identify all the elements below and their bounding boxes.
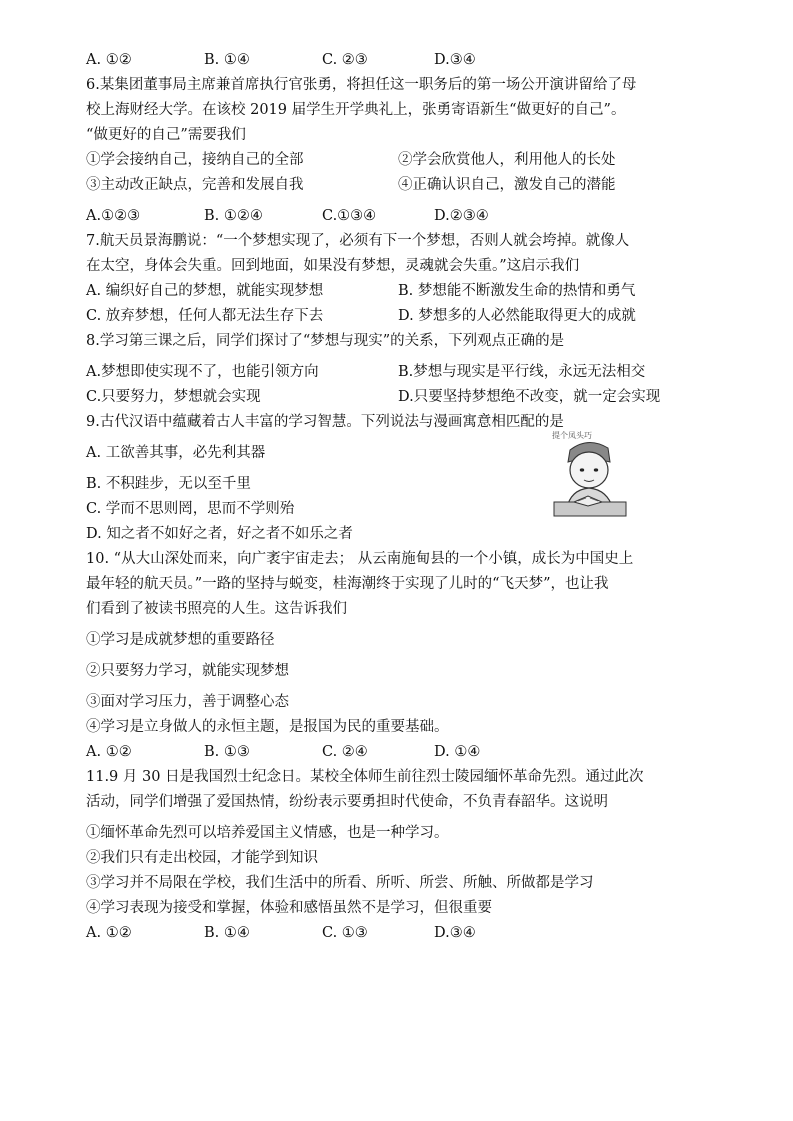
q11-option-d[interactable]: D.③④ [434, 925, 476, 941]
q6-option-d[interactable]: D.②③④ [434, 208, 489, 224]
q11-option-b[interactable]: B. ①④ [204, 925, 250, 941]
q9-stem: 9.古代汉语中蕴藏着古人丰富的学习智慧。下列说法与漫画寓意相匹配的是 [86, 414, 564, 430]
q7-stem-line-1: 7.航天员景海鹏说：“一个梦想实现了，必须有下一个梦想，否则人就会垮掉。就像人 [86, 233, 630, 249]
q8-option-b[interactable]: B.梦想与现实是平行线，永远无法相交 [398, 364, 646, 380]
q7-option-d[interactable]: D. 梦想多的人必然能取得更大的成就 [398, 308, 636, 324]
q6-stem-line-3: “做更好的自己”需要我们 [86, 127, 246, 143]
q11-statement-2: ②我们只有走出校园，才能学到知识 [86, 850, 318, 866]
q7-options-row-2 [86, 304, 726, 329]
question-page [86, 48, 726, 946]
q11-stem-line-2: 活动，同学们增强了爱国热情，纷纷表示要勇担时代使命，不负青春韶华。这说明 [86, 794, 608, 810]
q8-options-row-2 [86, 385, 726, 410]
q8-option-a[interactable]: A.梦想即使实现不了，也能引领方向 [86, 364, 319, 380]
cartoon-caption: 提个凤头巧 [552, 431, 592, 440]
q6-statement-1: ①学会接纳自己，接纳自己的全部 [86, 152, 304, 168]
q10-option-d[interactable]: D. ①④ [434, 744, 481, 760]
q11-option-c[interactable]: C. ①③ [322, 925, 368, 941]
q6-option-a[interactable]: A.①②③ [86, 208, 141, 224]
q8-option-c[interactable]: C.只要努力，梦想就会实现 [86, 389, 261, 405]
q5-options [86, 48, 726, 73]
q11-stem-line-1: 11.9 月 30 日是我国烈士纪念日。某校全体师生前往烈士陵园缅怀革命先烈。通过此次 [86, 769, 644, 785]
q8-option-d[interactable]: D.只要坚持梦想绝不改变，就一定会实现 [398, 389, 661, 405]
q5-option-c[interactable]: C. ②③ [322, 52, 368, 68]
q11-option-a[interactable]: A. ①② [86, 925, 132, 941]
q6-statements-row-1 [86, 148, 726, 173]
q6-statement-2: ②学会欣赏他人，利用他人的长处 [398, 152, 616, 168]
q11-statement-3: ③学习并不局限在学校，我们生活中的所看、所听、所尝、所触、所做都是学习 [86, 875, 594, 891]
q8-stem: 8.学习第三课之后，同学们探讨了“梦想与现实”的关系，下列观点正确的是 [86, 333, 565, 349]
q10-stem-line-3: 们看到了被读书照亮的人生。这告诉我们 [86, 601, 347, 617]
q10-statement-3: ③面对学习压力，善于调整心态 [86, 694, 289, 710]
q9-option-a[interactable]: A. 工欲善其事，必先利其器 [86, 445, 266, 461]
q10-statement-1: ①学习是成就梦想的重要路径 [86, 632, 275, 648]
q6-stem-line-1: 6.某集团董事局主席兼首席执行官张勇，将担任这一职务后的第一场公开演讲留给了母 [86, 77, 637, 93]
q5-option-d[interactable]: D.③④ [434, 52, 476, 68]
q10-option-b[interactable]: B. ①③ [204, 744, 250, 760]
q10-statement-2: ②只要努力学习，就能实现梦想 [86, 663, 289, 679]
q7-stem-line-2: 在太空，身体会失重。回到地面，如果没有梦想，灵魂就会失重。”这启示我们 [86, 258, 580, 274]
q6-stem-line-2: 校上海财经大学。在该校 2019 届学生开学典礼上，张勇寄语新生“做更好的自己”。 [86, 102, 626, 118]
q5-option-a[interactable]: A. ①② [86, 52, 132, 68]
q7-option-b[interactable]: B. 梦想能不断激发生命的热情和勇气 [398, 283, 636, 299]
q10-option-a[interactable]: A. ①② [86, 744, 132, 760]
q10-stem-line-2: 最年轻的航天员。”一路的坚持与蜕变，桂海潮终于实现了儿时的“飞天梦”，也让我 [86, 576, 609, 592]
q11-statement-4: ④学习表现为接受和掌握，体验和感悟虽然不是学习，但很重要 [86, 900, 492, 916]
q8-options-row-1 [86, 360, 726, 385]
q6-statements-row-2 [86, 173, 726, 198]
q6-statement-3: ③主动改正缺点，完善和发展自我 [86, 177, 304, 193]
q6-statement-4: ④正确认识自己，激发自己的潜能 [398, 177, 616, 193]
q10-stem-line-1: 10. “从大山深处而来，向广袤宇宙走去； 从云南施甸县的一个小镇，成长为中国史上 [86, 551, 634, 567]
q11-options [86, 921, 726, 946]
q7-option-a[interactable]: A. 编织好自己的梦想，就能实现梦想 [86, 283, 324, 299]
q7-options-row-1 [86, 279, 726, 304]
q9-option-b[interactable]: B. 不积跬步，无以至千里 [86, 476, 251, 492]
q6-option-c[interactable]: C.①③④ [322, 208, 377, 224]
q11-statement-1: ①缅怀革命先烈可以培养爱国主义情感，也是一种学习。 [86, 825, 449, 841]
q9-option-d[interactable]: D. 知之者不如好之者，好之者不如乐之者 [86, 526, 353, 542]
q10-statement-4: ④学习是立身做人的永恒主题，是报国为民的重要基础。 [86, 719, 449, 735]
q6-option-b[interactable]: B. ①②④ [204, 208, 263, 224]
q5-option-b[interactable]: B. ①④ [204, 52, 250, 68]
q10-option-c[interactable]: C. ②④ [322, 744, 368, 760]
q9-cartoon [548, 428, 628, 524]
q7-option-c[interactable]: C. 放弃梦想，任何人都无法生存下去 [86, 308, 324, 324]
q9-option-c[interactable]: C. 学而不思则罔，思而不学则殆 [86, 501, 295, 517]
q10-options [86, 740, 726, 765]
q6-options [86, 204, 726, 229]
q9-cartoon-drawing [548, 428, 628, 524]
